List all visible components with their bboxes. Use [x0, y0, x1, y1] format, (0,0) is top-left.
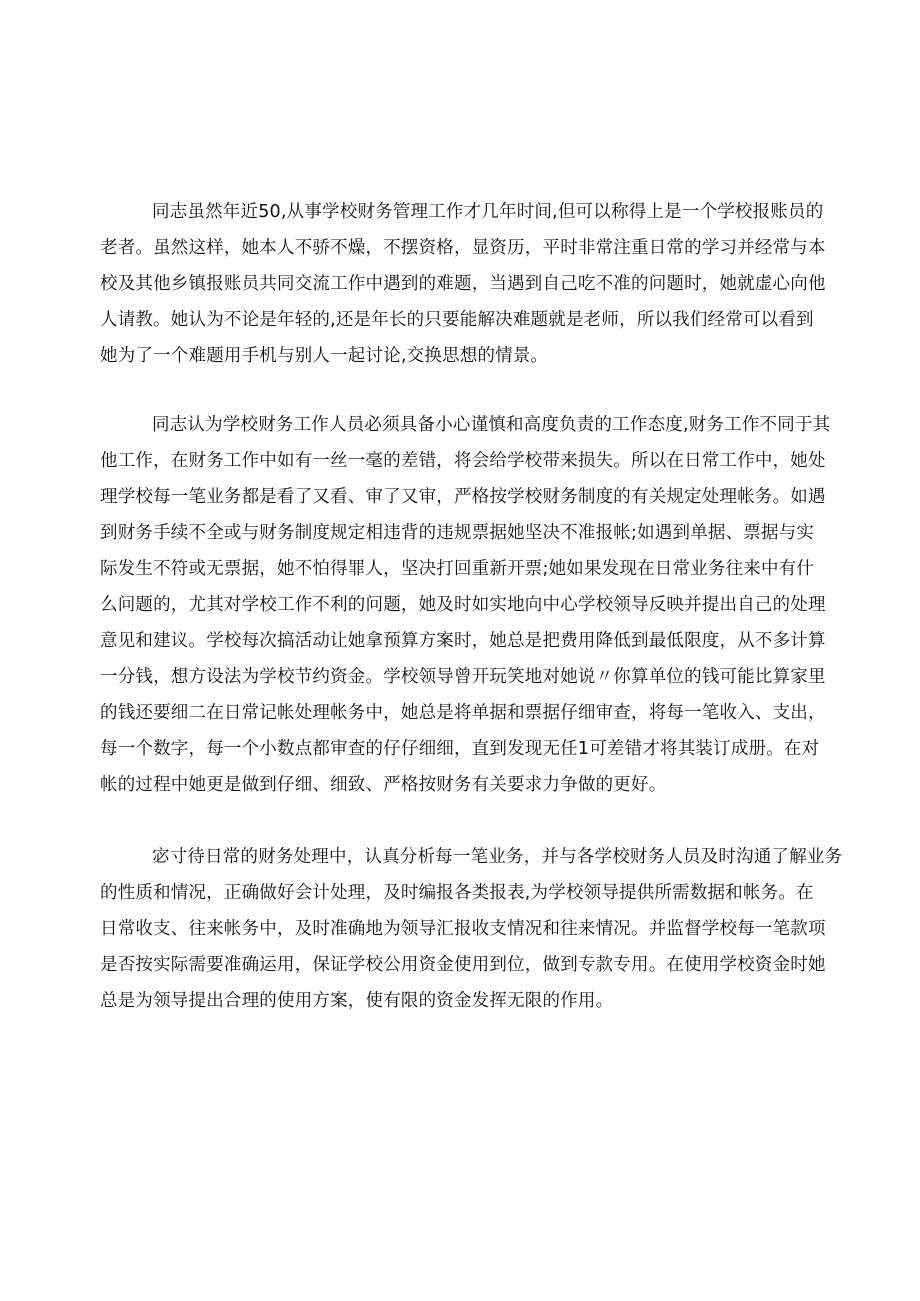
paragraph-line: 一分钱，想方设法为学校节约资金。学校领导曾开玩笑地对她说〃你算单位的钱可能比算家里: [100, 667, 826, 687]
paragraph-3: [100, 839, 843, 1019]
paragraph-line: 总是为领导提出合理的使用方案，使有限的资金发挥无限的作用。: [100, 991, 614, 1011]
paragraph-line: 同志认为学校财务工作人员必须具备小心谨慎和高度负责的工作态度,财务工作不同于其: [152, 415, 831, 435]
paragraph-line: 的性质和情况，正确做好会计处理，及时编报各类报表,为学校领导提供所需数据和帐务。在: [100, 883, 814, 903]
paragraph-line: 么问题的，尤其对学校工作不利的问题，她及时如实地向中心学校领导反映并提出自己的处理: [100, 595, 826, 615]
paragraph-line: 的钱还要细二在日常记帐处理帐务中，她总是将单据和票据仔细审查，将每一笔收入、支出，: [100, 703, 826, 723]
paragraph-line: 日常收支、往来帐务中，及时准确地为领导汇报收支情况和往来情况。并监督学校每一笔款项: [100, 919, 826, 939]
paragraph-line: 他工作，在财务工作中如有一丝一毫的差错，将会给学校带来损失。所以在日常工作中，她处: [100, 451, 826, 471]
paragraph-line: 校及其他乡镇报账员共同交流工作中遇到的难题，当遇到自己吃不准的问题时，她就虚心向他: [100, 274, 826, 294]
paragraph-line: 老者。虽然这样，她本人不骄不燥，不摆资格，显资历，平时非常注重日常的学习并经常与本: [100, 238, 826, 258]
paragraph-line: 到财务手续不全或与财务制度规定相违背的违规票据她坚决不准报帐;如遇到单据、票据与实: [100, 523, 815, 543]
paragraph-line: 是否按实际需要准确运用，保证学校公用资金使用到位，做到专款专用。在使用学校资金时她: [100, 955, 826, 975]
paragraph-line: 宓寸待日常的财务处理中，认真分析每一笔业务，并与各学校财务人员及时沟通了解业务: [152, 847, 843, 867]
paragraph-2: [100, 407, 831, 803]
paragraph-line: 人请教。她认为不论是年轻的,还是年长的只要能解决难题就是老师，所以我们经常可以看到: [100, 310, 814, 330]
paragraph-line: 她为了一个难题用手机与别人一起讨论,交换思想的情景。: [100, 346, 549, 366]
paragraph-line: 际发生不符或无票据，她不怕得罪人，坚决打回重新开票;她如果发现在日常业务往来中有什: [100, 559, 815, 579]
paragraph-line: 理学校每一笔业务都是看了又看、审了又审，严格按学校财务制度的有关规定处理帐务。如遇: [100, 487, 826, 507]
paragraph-1: [100, 194, 826, 374]
paragraph-line: 帐的过程中她更是做到仔细、细致、严格按财务有关要求力争做的更好。: [100, 775, 667, 795]
paragraph-line: 同志虽然年近50,从事学校财务管理工作才几年时间,但可以称得上是一个学校报账员的: [152, 202, 824, 222]
paragraph-line: 意见和建议。学校每次搞活动让她拿预算方案时，她总是把费用降低到最低限度，从不多计算: [100, 631, 826, 651]
paragraph-line: 每一个数字，每一个小数点都审查的仔仔细细，直到发现无任1可差错才将其装订成册。在对: [100, 739, 820, 759]
